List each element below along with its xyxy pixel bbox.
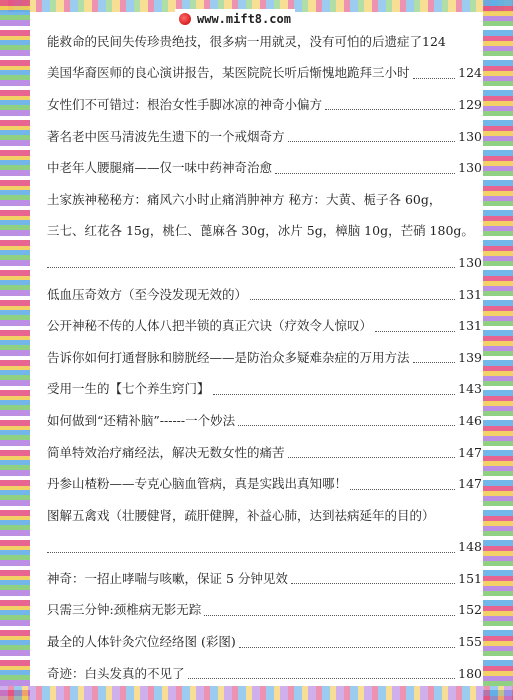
toc-entry-line[interactable] xyxy=(47,247,482,279)
toc-entry-title: 著名老中医马清波先生遗下的一个戒烟奇方 xyxy=(47,128,285,144)
toc-entry-title: 只需三分钟:颈椎病无影无踪 xyxy=(47,602,202,618)
leader-dots xyxy=(288,457,456,458)
toc-entry-title: 简单特效治疗痛经法，解决无数女性的痛苦 xyxy=(47,444,285,460)
toc-entry[interactable] xyxy=(47,58,482,90)
toc-entry-page: 152 xyxy=(458,602,482,618)
watermark-text: www.mift8.com xyxy=(197,12,291,26)
toc-entry-page: 131 xyxy=(458,318,482,334)
toc-entry[interactable] xyxy=(47,26,482,58)
toc-entry-title: 公开神秘不传的人体八把半锁的真正穴诀（疗效令人惊叹） xyxy=(47,318,373,334)
leader-dots xyxy=(188,678,456,679)
toc-entry-page: 147 xyxy=(458,476,482,492)
leader-dots xyxy=(275,173,455,174)
toc-entry-title: 女性们不可错过：根治女性手脚冰凉的神奇小偏方 xyxy=(47,96,323,112)
toc-entry-title: 中老年人腰腿痛——仅一味中药神奇治愈 xyxy=(47,160,273,176)
toc-entry[interactable] xyxy=(47,89,482,121)
toc-entry-title: 神奇：一招止哮喘与咳嗽，保证 5 分钟见效 xyxy=(47,570,288,586)
leader-dots xyxy=(291,583,455,584)
toc-entry[interactable] xyxy=(47,279,482,311)
toc-entry-page: 147 xyxy=(458,444,482,460)
toc-entry[interactable] xyxy=(47,563,482,595)
toc-entry-line[interactable] xyxy=(47,532,482,564)
toc-entry[interactable] xyxy=(47,342,482,374)
toc-entry-title: 低血压奇效方（至今没发现无效的） xyxy=(47,286,248,302)
toc-entry-page: 148 xyxy=(458,539,482,555)
leader-dots xyxy=(47,267,455,268)
decorative-border-left xyxy=(0,0,30,700)
leader-dots xyxy=(250,299,455,300)
toc-entry[interactable] xyxy=(47,437,482,469)
toc-entry[interactable] xyxy=(47,310,482,342)
site-logo-icon xyxy=(179,13,191,25)
toc-entry-page: 151 xyxy=(458,570,482,586)
toc-entry[interactable] xyxy=(47,658,482,690)
toc-entry-title: 告诉你如何打通督脉和膀胱经——是防治众多疑难杂症的万用方法 xyxy=(47,349,410,365)
toc-entry[interactable] xyxy=(47,405,482,437)
toc-entry-title: 如何做到“还精补脑”------一个妙法 xyxy=(47,412,236,428)
toc-entry-page: 131 xyxy=(458,286,482,302)
toc-entry-page: 146 xyxy=(458,412,482,428)
toc-entry-line[interactable] xyxy=(47,500,482,532)
toc-entry-title-continued: 三七、红花各 15g，桃仁、蓖麻各 30g，冰片 5g，樟脑 10g，芒硝 180g。 xyxy=(47,223,474,239)
leader-dots xyxy=(204,615,455,616)
toc-entry[interactable] xyxy=(47,121,482,153)
toc-entry-page: 155 xyxy=(458,634,482,650)
toc-entry-page: 129 xyxy=(458,96,482,112)
leader-dots xyxy=(213,394,456,395)
toc-entry-title: 能救命的民间失传珍贵绝技，很多病一用就灵，没有可怕的后遗症了 xyxy=(47,33,423,49)
toc-entry-title: 奇迹：白头发真的不见了 xyxy=(47,665,185,681)
toc-entry[interactable] xyxy=(47,468,482,500)
leader-dots xyxy=(375,331,455,332)
toc-entry-page: 130 xyxy=(458,128,482,144)
toc-entry-line[interactable] xyxy=(47,216,482,248)
toc-entry-page: 130 xyxy=(458,160,482,176)
leader-dots xyxy=(413,78,456,79)
toc-entry[interactable] xyxy=(47,152,482,184)
toc-entry-title: 土家族神秘秘方：痛风六小时止痛消肿神方 秘方：大黄、栀子各 60g， xyxy=(47,191,442,207)
toc-entry-title: 丹参山楂粉——专克心脑血管病，真是实践出真知哪！ xyxy=(47,476,348,492)
leader-dots xyxy=(47,552,455,553)
toc-entry[interactable] xyxy=(47,374,482,406)
toc-entry-title: 最全的人体针灸穴位经络图 (彩图) xyxy=(47,634,236,650)
toc-entry-title: 受用一生的【七个养生窍门】 xyxy=(47,381,210,397)
toc-entry-line[interactable] xyxy=(47,184,482,216)
toc-entry-title: 图解五禽戏（壮腰健肾，疏肝健脾，补益心肺，达到祛病延年的目的） xyxy=(47,507,435,523)
leader-dots xyxy=(239,647,455,648)
toc-entry[interactable] xyxy=(47,595,482,627)
decorative-border-right xyxy=(483,0,513,700)
toc-entry-page: 124 xyxy=(422,33,446,49)
toc-entry-page: 124 xyxy=(458,65,482,81)
toc-entry-page: 139 xyxy=(458,349,482,365)
toc-entry-page: 130 xyxy=(458,254,482,270)
leader-dots xyxy=(288,141,456,142)
leader-dots xyxy=(238,425,455,426)
toc-entry-page: 180 xyxy=(458,665,482,681)
leader-dots xyxy=(350,489,455,490)
leader-dots xyxy=(325,109,455,110)
toc-entry-page: 143 xyxy=(458,381,482,397)
leader-dots xyxy=(413,362,456,363)
toc-entry[interactable] xyxy=(47,626,482,658)
table-of-contents xyxy=(47,26,482,689)
toc-entry-title: 美国华裔医师的良心演讲报告，某医院院长听后惭愧地跪拜三小时 xyxy=(47,65,410,81)
